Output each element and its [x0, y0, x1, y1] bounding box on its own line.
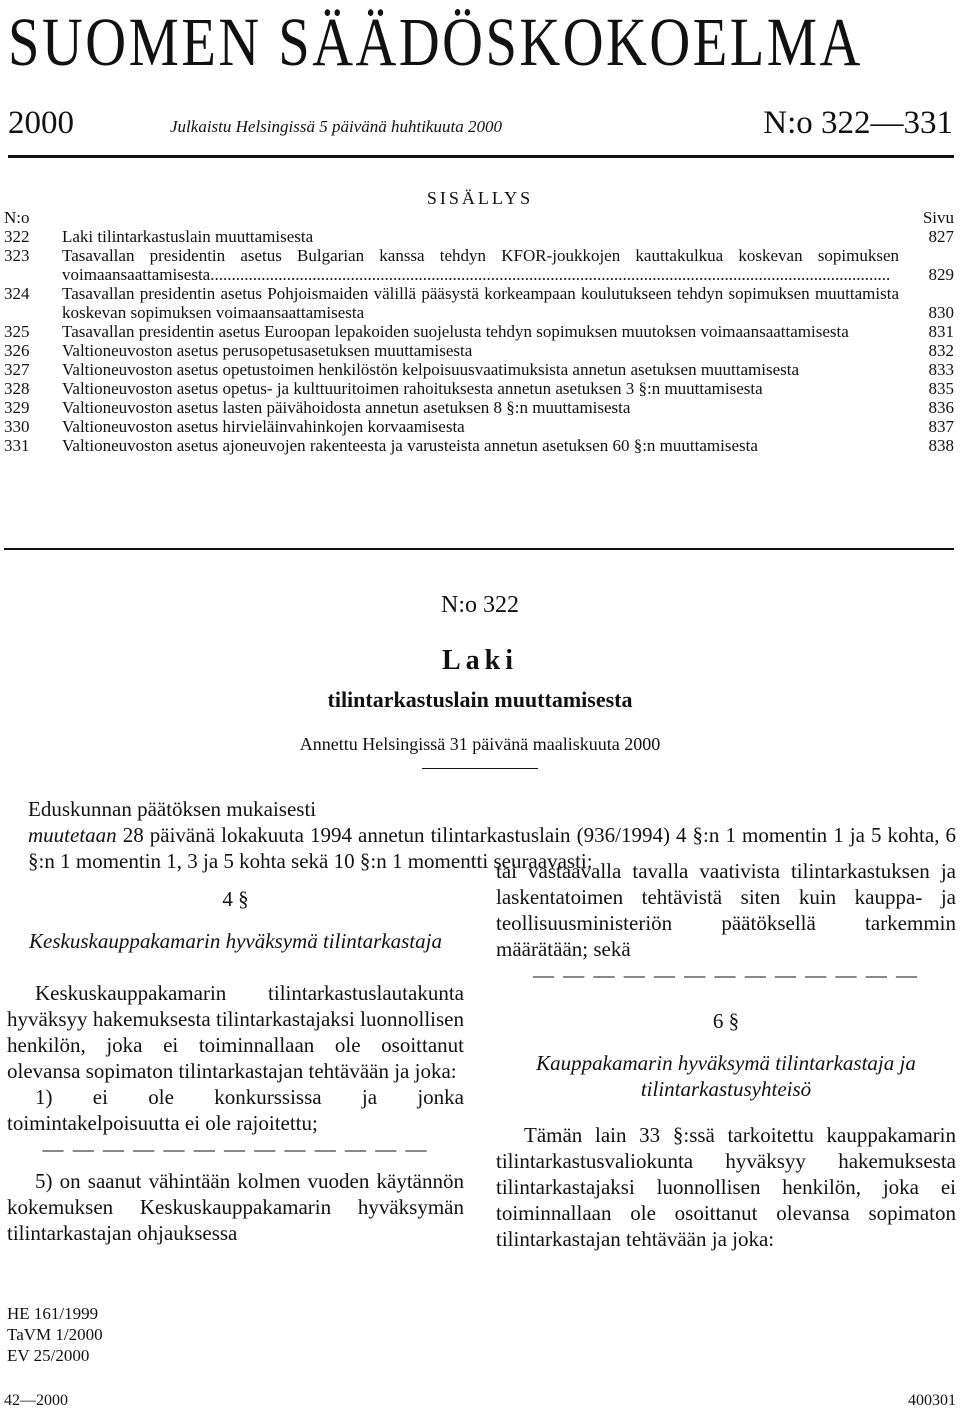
- legislative-references: [7, 1303, 103, 1366]
- toc-entry-page: 827: [928, 227, 954, 246]
- reference: EV 25/2000: [7, 1346, 90, 1365]
- table-of-contents: [4, 208, 954, 455]
- toc-header: [4, 208, 954, 227]
- toc-entry-number: 331: [4, 436, 30, 455]
- act-given-date: Annettu Helsingissä 31 päivänä maaliskuuta 2000: [299, 734, 661, 754]
- toc-entry-number: 329: [4, 398, 30, 417]
- item-5-continuation: tai vastaavalla tavalla vaativista tilintarkastuksen ja laskentatoimen tehtävistä siten kuin kauppa- ja teollisuusministeriön päätöksellä tarkemmin määrätään; sekä: [496, 859, 956, 961]
- section-6-paragraph: Tämän lain 33 §:ssä tarkoitettu kauppakamarin tilintarkastusvaliokunta hyväksyy hakemuksesta tilintarkastajaksi luonnollisen henkilön, joka ei toiminnallaan ole osoittanut olevansa sopimaton tilintarkastajan tehtävään ja joka:: [496, 1123, 956, 1251]
- toc-entry-title: [62, 436, 899, 455]
- toc-entry-page: 837: [928, 417, 954, 436]
- issue-numbers: N:o 322—331: [763, 105, 953, 141]
- toc-entry-title: [62, 360, 899, 379]
- toc-entry-title-text: Valtioneuvoston asetus ajoneuvojen rakenteesta ja varusteista annetun asetuksen 60 §:n muuttamisesta: [62, 436, 758, 455]
- act-type: Laki: [441, 645, 519, 676]
- publication-date: Julkaistu Helsingissä 5 päivänä huhtikuuta 2000: [170, 117, 502, 136]
- section-4-item-1: 1) ei ole konkurssissa ja jonka toimintakelpoisuutta ei ole rajoitettu;: [7, 1085, 464, 1135]
- toc-entry-title: [62, 417, 899, 436]
- toc-leader-dots: ................................................................................................................................................................: [210, 265, 891, 284]
- page-footer: [4, 1392, 956, 1412]
- intro-line: Eduskunnan päätöksen mukaisesti: [28, 797, 317, 821]
- reference: TaVM 1/2000: [7, 1325, 103, 1344]
- toc-entry-title-text: Valtioneuvoston asetus perusopetusasetuksen muuttamisesta: [62, 341, 473, 360]
- toc-entry-title-text: Tasavallan presidentin asetus Euroopan lepakoiden suojelusta tehdyn sopimuksen muutoksen voimaansaattamisesta: [62, 322, 849, 341]
- header-rule: [8, 155, 954, 158]
- toc-entry-number: 327: [4, 360, 30, 379]
- toc-entry-number: 322: [4, 227, 30, 246]
- footer-code: 400301: [908, 1392, 956, 1409]
- toc-entry: [4, 379, 954, 398]
- toc-entry-page: 835: [928, 379, 954, 398]
- toc-entry-title-text: Tasavallan presidentin asetus Bulgarian kanssa tehdyn KFOR-joukkojen kauttakulkua koskevan sopimuksen voimaansaattamisesta: [62, 246, 899, 284]
- toc-entry-page: 830: [928, 303, 954, 322]
- toc-entry-page: 836: [928, 398, 954, 417]
- toc-entry: [4, 360, 954, 379]
- toc-entry-page: 832: [928, 341, 954, 360]
- reference: HE 161/1999: [7, 1304, 99, 1323]
- toc-entry-title-text: Valtioneuvoston asetus opetus- ja kulttuuritoimen rahoituksesta annetun asetuksen 3 §:n muuttamisesta: [62, 379, 763, 398]
- act-number: N:o 322: [441, 592, 519, 618]
- toc-entry-title-text: Laki tilintarkastuslain muuttamisesta: [62, 227, 314, 246]
- toc-entry-number: 323: [4, 246, 30, 265]
- toc-entry-number: 324: [4, 284, 30, 303]
- section-6-heading: Kauppakamarin hyväksymä tilintarkastaja ja tilintarkastusyhteisö: [536, 1051, 916, 1101]
- toc-entry: [4, 246, 954, 284]
- omission-dashes: — — — — — — — — — — — — —: [533, 963, 919, 987]
- left-column: [7, 886, 464, 1246]
- toc-entry-number: 326: [4, 341, 30, 360]
- separator-line: [422, 768, 538, 769]
- toc-entry: [4, 417, 954, 436]
- toc-entry: [4, 436, 954, 455]
- toc-entry-title: [62, 341, 899, 360]
- section-4-number: 4 §: [222, 887, 249, 911]
- toc-entry-title: [62, 379, 899, 398]
- toc-entry-title-text: Tasavallan presidentin asetus Pohjoismaiden välillä pääsystä korkeampaan koulutukseen tehdyn sopimuksen muuttamista koskevan sopimuksen voimaansaattamisesta: [62, 284, 899, 322]
- toc-title: SISÄLLYS: [426, 188, 534, 208]
- publication-year: 2000: [8, 105, 74, 141]
- toc-entry-title-text: Valtioneuvoston asetus hirvieläinvahinkojen korvaamisesta: [62, 417, 465, 436]
- toc-entry-number: 328: [4, 379, 30, 398]
- omission-dashes: — — — — — — — — — — — — —: [42, 1137, 429, 1161]
- right-column: [496, 858, 956, 1252]
- toc-entry: [4, 398, 954, 417]
- toc-entry-number: 330: [4, 417, 30, 436]
- toc-entry-title-text: Valtioneuvoston asetus lasten päivähoidosta annetun asetuksen 8 §:n muuttamisesta: [62, 398, 631, 417]
- toc-list: [4, 227, 954, 455]
- section-4-item-5: 5) on saanut vähintään kolmen vuoden käytännön kokemuksen Keskuskauppakamarin hyväksymän tilintarkastajan ohjauksessa: [7, 1169, 464, 1245]
- toc-entry-title: [62, 246, 899, 284]
- masthead-title: SUOMEN SÄÄDÖSKOKOELMA: [8, 4, 863, 80]
- toc-entry: [4, 227, 954, 246]
- toc-entry-page: 838: [928, 436, 954, 455]
- toc-entry: [4, 284, 954, 322]
- toc-entry-title: [62, 322, 899, 341]
- toc-entry-title-text: Valtioneuvoston asetus opetustoimen henkilöstön kelpoisuusvaatimuksista annetun asetuksen muuttamisesta: [62, 360, 800, 379]
- toc-page-column: Sivu: [922, 208, 954, 227]
- toc-entry-page: 831: [928, 322, 954, 341]
- intro-text: 28 päivänä lokakuuta 1994 annetun tilintarkastuslain (936/1994) 4 §:n 1 momentin 1 ja 5 kohta, 6 §:n 1 momentin 1, 3 ja 5 kohta sekä 10 §:n 1 momentti seuraavasti:: [28, 823, 956, 873]
- toc-entry-title: [62, 284, 899, 322]
- footer-number: 42—2000: [4, 1392, 68, 1409]
- toc-entry-number: 325: [4, 322, 30, 341]
- toc-number-column: N:o: [4, 208, 30, 227]
- act-title: tilintarkastuslain muuttamisesta: [327, 687, 633, 712]
- intro-verb: muutetaan: [28, 823, 117, 847]
- toc-entry-title: [62, 227, 899, 246]
- section-4-heading: Keskuskauppakamarin hyväksymä tilintarkastaja: [29, 929, 442, 953]
- publication-row: [8, 105, 953, 145]
- section-6-number: 6 §: [712, 1009, 740, 1033]
- toc-rule: [4, 548, 954, 550]
- toc-entry-title: [62, 398, 899, 417]
- toc-entry: [4, 341, 954, 360]
- toc-entry-page: 833: [928, 360, 954, 379]
- toc-entry: [4, 322, 954, 341]
- toc-entry-page: 829: [928, 265, 954, 284]
- section-4-paragraph: Keskuskauppakamarin tilintarkastuslautakunta hyväksyy hakemuksesta tilintarkastajaksi luonnollisen henkilön, joka ei toiminnallaan ole osoittanut olevansa sopimaton tilintarkastajan tehtävään ja joka:: [7, 981, 464, 1083]
